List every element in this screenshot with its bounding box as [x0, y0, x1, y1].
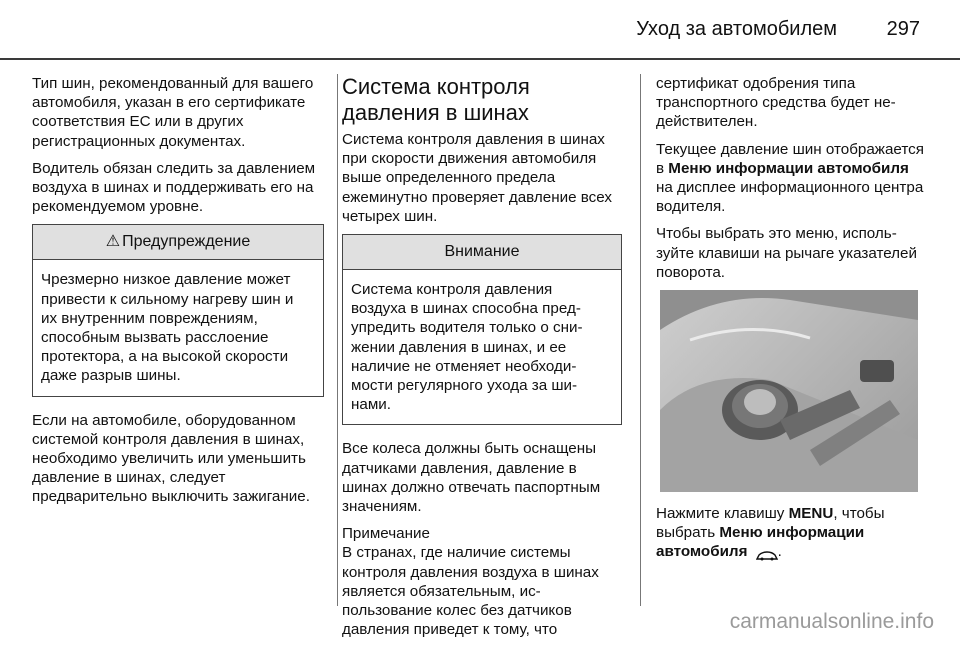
page-number: 297 — [886, 18, 920, 40]
warning-box — [32, 224, 324, 396]
note-title: Примечание — [342, 525, 430, 543]
warning-header — [33, 225, 323, 260]
warning-body — [33, 260, 323, 395]
note-continuation: сертификат одобрения типа транспортного средства будет недействителен. — [656, 75, 896, 131]
watermark: carmanualsonline.info — [729, 610, 934, 633]
paragraph: Все колеса должны быть оснащены датчиками давления, давление в шинах должно отвечать паспортным значениям. — [342, 440, 601, 516]
car-icon — [756, 547, 778, 557]
warning-text: Чрезмерно низкое давление может привести к сильному нагреву шин и их внутренним повреждениям, способным вызвать расслоение протектора, а на высокой скорости даже разрыв шины. — [41, 271, 294, 385]
paragraph: Водитель обязан следить за давлением воздуха в шинах и поддерживать его на рекомендуемом уровне. — [32, 159, 316, 216]
note-body: В странах, где наличие системы контроля давления воздуха в шинах является обязательным, использование колес без датчиков давления приведет к тому, что — [342, 544, 599, 639]
turn-signal-lever-illustration — [660, 290, 918, 492]
section-title: Система контроля давления в шинах — [342, 74, 530, 125]
column-3 — [656, 74, 924, 570]
menu-name-bold: Меню информации автомобиля — [656, 524, 865, 561]
menu-name-bold: Меню информации автомобиля — [668, 159, 909, 177]
header-rule — [0, 58, 960, 60]
paragraph: Система контроля давления в шинах при скорости движения автомобиля выше определенного предела ежеминутно проверяет давление всех четырех шин. — [342, 131, 612, 225]
warning-title: Предупреждение — [122, 233, 251, 251]
caution-text: Система контроля давления воздуха в шинах способна предупредить водителя только о снижении давления в шинах, и ее наличие не отменяет необходимости регулярного ухода за шинами. — [351, 281, 583, 414]
caution-body — [343, 270, 621, 424]
paragraph: Тип шин, рекомендованный для вашего автомобиля, указан в его сертификате соответствия ЕС или в других регистрационных документах. — [32, 75, 314, 150]
paragraph: Текущее давление шин отображается в Меню информации автомобиля на дисплее информационного центра водителя. — [656, 140, 924, 216]
warning-triangle-icon: ⚠ — [105, 233, 121, 251]
paragraph: Нажмите клавишу MENU, чтобы выбрать Меню информации автомобиля . — [656, 505, 885, 561]
header-title: Уход за автомобилем — [636, 18, 837, 40]
paragraph: Если на автомобиле, оборудованном системой контроля давления в шинах, необходимо увеличить или уменьшить давление в шинах, следует предварительно выключить зажигание. — [32, 411, 310, 506]
menu-key-bold: MENU — [788, 505, 834, 523]
paragraph: Чтобы выбрать это меню, используйте клавиши на рычаге указателей поворота. — [656, 225, 917, 281]
column-1 — [32, 74, 324, 515]
column-divider — [337, 74, 338, 606]
caution-box — [342, 234, 622, 425]
caution-title: Внимание — [343, 235, 621, 270]
column-divider — [640, 74, 641, 606]
column-2 — [342, 74, 622, 647]
